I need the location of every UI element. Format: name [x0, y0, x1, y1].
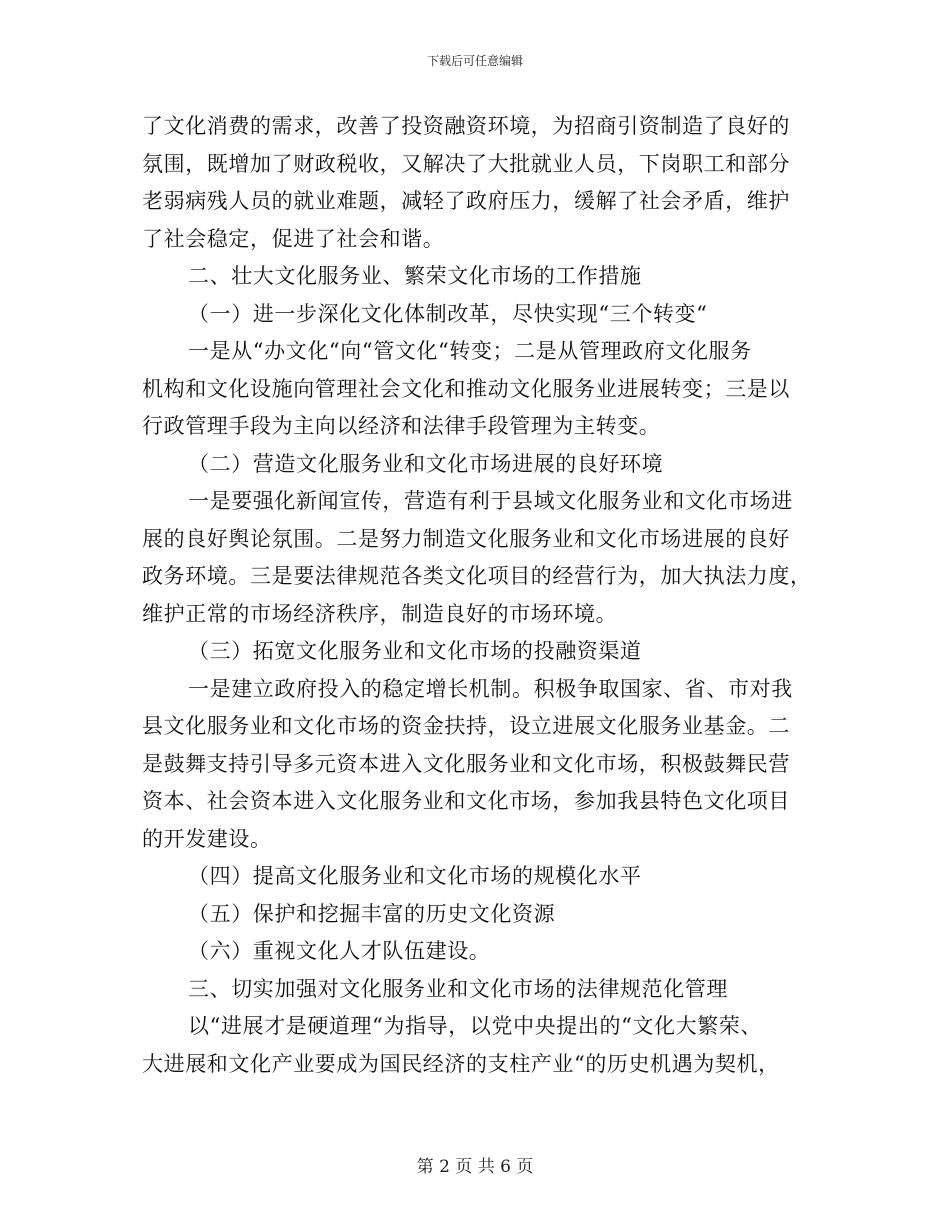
text-line: （三）拓宽文化服务业和文化市场的投融资渠道 — [188, 639, 642, 663]
text-line: 一是从“办文化“向“管文化“转变；二是从管理政府文化服务 — [188, 339, 752, 363]
text-line: 县文化服务业和文化市场的资金扶持，设立进展文化服务业基金。二 — [142, 714, 790, 738]
text-line: 展的良好舆论氛围。二是努力制造文化服务业和文化市场进展的良好 — [142, 526, 790, 551]
text-line: 三、切实加强对文化服务业和文化市场的法律规范化管理 — [188, 976, 728, 1001]
text-line: 资本、社会资本进入文化服务业和文化市场，参加我县特色文化项目 — [142, 789, 790, 813]
text-line: 维护正常的市场经济秩序，制造良好的市场环境。 — [142, 601, 618, 626]
text-line: 了文化消费的需求，改善了投资融资环境，为招商引资制造了良好的 — [142, 114, 790, 138]
text-line: 以“进展才是硬道理“为指导，以党中央提出的“文化大繁荣、 — [188, 1014, 763, 1038]
text-line: （二）营造文化服务业和文化市场进展的良好环境 — [188, 451, 664, 476]
text-line: 的开发建设。 — [142, 826, 272, 851]
text-line: （五）保护和挖掘丰富的历史文化资源 — [188, 901, 556, 926]
text-line: 一是建立政府投入的稳定增长机制。积极争取国家、省、市对我 — [188, 676, 793, 701]
text-line: （四）提高文化服务业和文化市场的规模化水平 — [188, 864, 642, 888]
text-line: 政务环境。三是要法律规范各类文化项目的经营行为，加大执法力度， — [142, 564, 812, 588]
text-line: 老弱病残人员的就业难题，减轻了政府压力，缓解了社会矛盾，维护 — [142, 189, 790, 213]
text-line: 机构和文化设施向管理社会文化和推动文化服务业进展转变；三是以 — [142, 376, 790, 401]
page-footer: 第 2 页 共 6 页 — [416, 1157, 534, 1177]
text-line: 一是要强化新闻宣传，营造有利于县域文化服务业和文化市场进 — [188, 489, 793, 513]
text-line: 二、壮大文化服务业、繁荣文化市场的工作措施 — [188, 264, 642, 288]
text-line: 行政管理手段为主向以经济和法律手段管理为主转变。 — [142, 414, 661, 438]
text-line: 氛围，既增加了财政税收，又解决了大批就业人员，下岗职工和部分 — [142, 151, 790, 176]
text-line: （一）进一步深化文化体制改革，尽快实现“三个转变“ — [188, 301, 708, 326]
text-line: （六）重视文化人才队伍建设。 — [188, 939, 491, 963]
page-header: 下载后可任意编辑 — [426, 54, 523, 68]
text-line: 是鼓舞支持引导多元资本进入文化服务业和文化市场，积极鼓舞民营 — [142, 751, 790, 776]
document-body — [142, 108, 812, 1083]
text-line: 大进展和文化产业要成为国民经济的支柱产业“的历史机遇为契机， — [142, 1051, 780, 1076]
text-line: 了社会稳定，促进了社会和谐。 — [142, 226, 445, 251]
